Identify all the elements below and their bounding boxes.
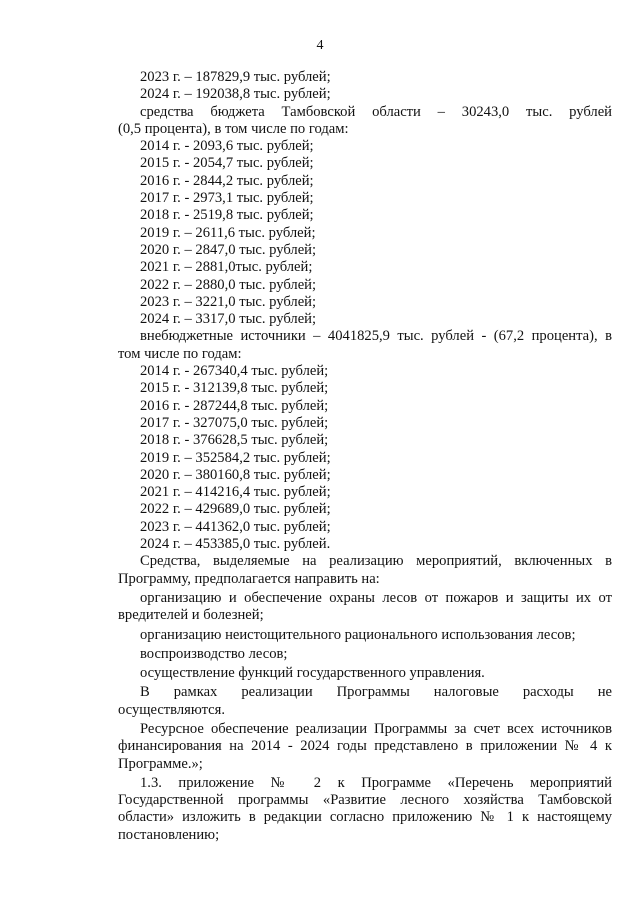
- direction-2: организацию неистощительного рационального использования лесов;: [140, 626, 576, 643]
- extra-year-line: 2018 г. - 376628,5 тыс. рублей;: [140, 432, 329, 449]
- extrabudgetary-years-list: [118, 363, 612, 553]
- extra-year-line: 2021 г. – 414216,4 тыс. рублей;: [140, 484, 331, 501]
- extra-year-line: 2019 г. – 352584,2 тыс. рублей;: [140, 449, 331, 466]
- resource-paragraph-line-3: Программе.»;: [118, 755, 203, 772]
- appendix-paragraph-line-3: области» изложить в редакции согласно приложению № 1 к настоящему: [118, 809, 612, 826]
- extra-year-line: 2022 г. – 429689,0 тыс. рублей;: [140, 501, 331, 518]
- extra-year-line: 2015 г. - 312139,8 тыс. рублей;: [140, 380, 329, 397]
- direction-1-line-1: организацию и обеспечение охраны лесов от пожаров и защиты их от: [140, 589, 612, 606]
- appendix-paragraph-line-2: Государственной программы «Развитие лесного хозяйства Тамбовской: [118, 792, 612, 809]
- regional-year-line: 2014 г. - 2093,6 тыс. рублей;: [140, 138, 314, 155]
- extra-year-line: 2016 г. - 287244,8 тыс. рублей;: [140, 397, 329, 414]
- regional-year-line: 2020 г. – 2847,0 тыс. рублей;: [140, 241, 317, 258]
- tax-paragraph-line-1: В рамках реализации Программы налоговые расходы не: [140, 684, 612, 701]
- regional-year-line: 2016 г. - 2844,2 тыс. рублей;: [140, 172, 314, 189]
- extrabudgetary-cont: том числе по годам:: [118, 345, 242, 362]
- regional-year-line: 2017 г. - 2973,1 тыс. рублей;: [140, 190, 314, 207]
- extra-year-line: 2020 г. – 380160,8 тыс. рублей;: [140, 466, 331, 483]
- resource-paragraph-line-2: финансирования на 2014 - 2024 годы представлено в приложении № 4 к: [118, 738, 612, 755]
- direction-3: воспроизводство лесов;: [140, 645, 288, 662]
- resource-paragraph-line-1: Ресурсное обеспечение реализации Программы за счет всех источников: [140, 720, 612, 737]
- tax-paragraph-line-2: осуществляются.: [118, 701, 225, 718]
- regional-year-line: 2022 г. – 2880,0 тыс. рублей;: [140, 276, 317, 293]
- extrabudgetary-lead: внебюджетные источники – 4041825,9 тыс. рублей - (67,2 процента), в: [140, 328, 612, 345]
- direction-1-line-2: вредителей и болезней;: [118, 607, 264, 624]
- direction-4: осуществление функций государственного управления.: [140, 665, 485, 682]
- extra-year-line: 2014 г. - 267340,4 тыс. рублей;: [140, 363, 329, 380]
- regional-budget-cont: (0,5 процента), в том числе по годам:: [118, 120, 349, 137]
- document-body: [118, 69, 612, 844]
- regional-year-line: 2021 г. – 2881,0тыс. рублей;: [140, 259, 313, 276]
- funds-paragraph-line-2: Программу, предполагается направить на:: [118, 570, 380, 587]
- regional-years-list: [118, 138, 612, 328]
- extra-year-line: 2023 г. – 441362,0 тыс. рублей;: [140, 518, 331, 535]
- extra-year-line: 2017 г. - 327075,0 тыс. рублей;: [140, 414, 329, 431]
- budget-line-2024: 2024 г. – 192038,8 тыс. рублей;: [140, 86, 331, 103]
- funds-paragraph-line-1: Средства, выделяемые на реализацию мероприятий, включенных в: [140, 553, 612, 570]
- page-number: 4: [316, 38, 324, 53]
- appendix-paragraph-line-4: постановлению;: [118, 826, 220, 843]
- extra-year-line: 2024 г. – 453385,0 тыс. рублей.: [140, 536, 331, 553]
- regional-budget-lead: средства бюджета Тамбовской области – 30243,0 тыс. рублей: [140, 103, 612, 120]
- budget-line-2023: 2023 г. – 187829,9 тыс. рублей;: [140, 69, 331, 85]
- regional-year-line: 2024 г. – 3317,0 тыс. рублей;: [140, 311, 317, 328]
- appendix-paragraph-line-1: 1.3. приложение № 2 к Программе «Перечень мероприятий: [140, 774, 612, 791]
- regional-year-line: 2015 г. - 2054,7 тыс. рублей;: [140, 155, 314, 172]
- regional-year-line: 2018 г. - 2519,8 тыс. рублей;: [140, 207, 314, 224]
- regional-year-line: 2023 г. – 3221,0 тыс. рублей;: [140, 293, 317, 310]
- regional-year-line: 2019 г. – 2611,6 тыс. рублей;: [140, 224, 316, 241]
